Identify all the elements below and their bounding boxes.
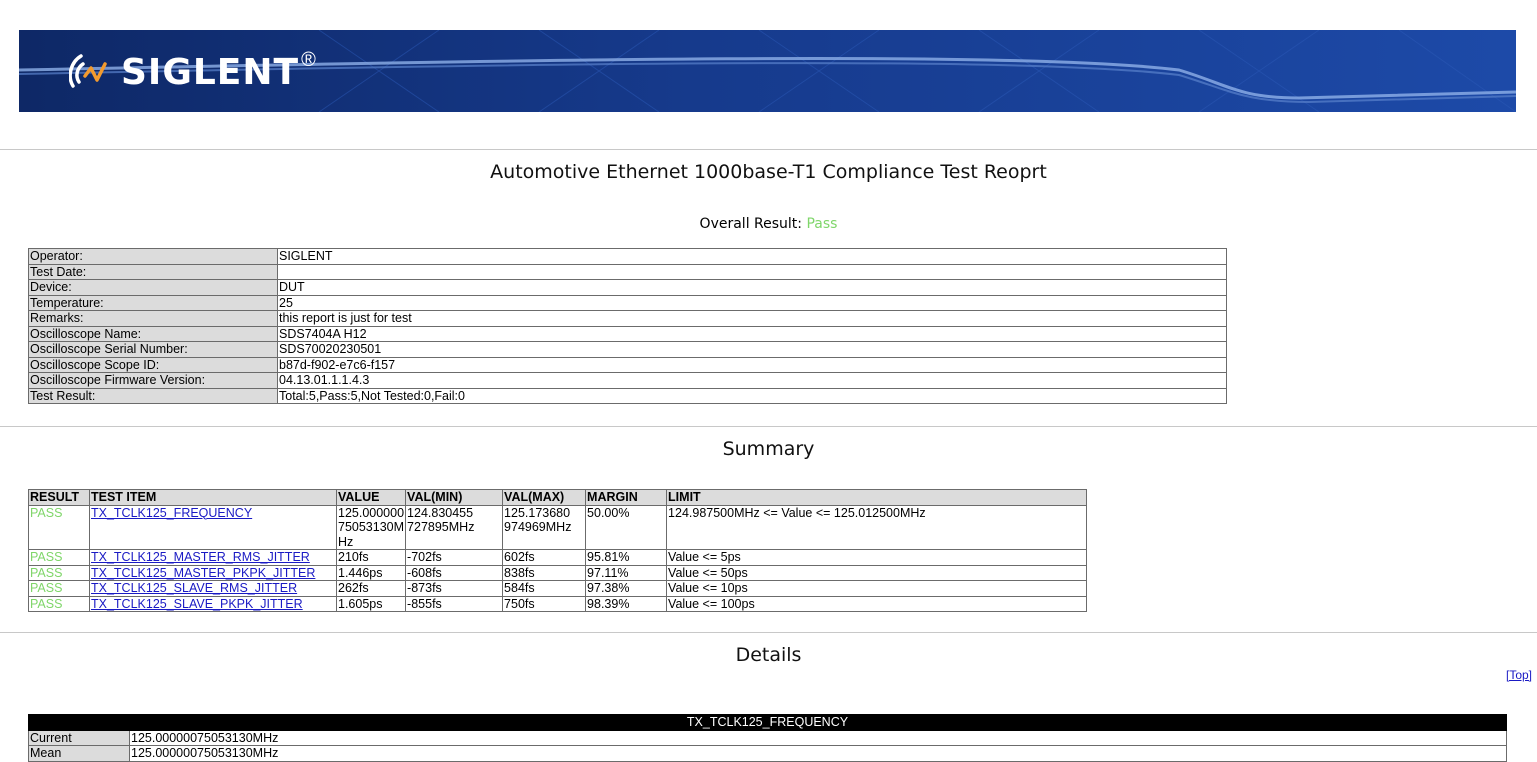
summary-row	[29, 565, 1087, 581]
report-title: Automotive Ethernet 1000base-T1 Compliance Test Reoprt	[490, 161, 1047, 183]
test-item-link[interactable]: TX_TCLK125_MASTER_PKPK_JITTER	[91, 565, 316, 580]
details-table	[28, 714, 1507, 762]
info-value: SDS7404A H12	[278, 326, 1227, 342]
details-key: Current	[29, 730, 130, 746]
summary-row	[29, 596, 1087, 612]
details-section-title: TX_TCLK125_FREQUENCY	[29, 715, 1507, 731]
info-row	[29, 295, 1227, 311]
value-cell: 1.446ps	[337, 565, 406, 581]
top-link[interactable]: [Top]	[1505, 668, 1532, 682]
test-item-link[interactable]: TX_TCLK125_MASTER_RMS_JITTER	[91, 550, 310, 564]
test-item-link[interactable]: TX_TCLK125_SLAVE_RMS_JITTER	[91, 581, 298, 595]
col-result: RESULT	[29, 490, 90, 506]
registered-mark: ®	[301, 48, 316, 71]
info-row	[29, 326, 1227, 342]
info-key: Remarks:	[29, 311, 278, 327]
test-item-cell	[90, 596, 337, 612]
limit-cell: Value <= 5ps	[667, 550, 1087, 566]
value-cell: 1.605ps	[337, 596, 406, 612]
info-key: Temperature:	[29, 295, 278, 311]
value-cell: 210fs	[337, 550, 406, 566]
details-row	[29, 746, 1507, 762]
info-key: Oscilloscope Firmware Version:	[29, 373, 278, 389]
result-cell: PASS	[29, 550, 90, 566]
summary-table	[28, 489, 1087, 612]
info-key: Oscilloscope Scope ID:	[29, 357, 278, 373]
col-val-max: VAL(MAX)	[503, 490, 586, 506]
details-key: Mean	[29, 746, 130, 762]
limit-cell: Value <= 100ps	[667, 596, 1087, 612]
val-min-cell: -702fs	[406, 550, 503, 566]
result-cell: PASS	[29, 565, 90, 581]
val-max-cell: 750fs	[503, 596, 586, 612]
info-row	[29, 373, 1227, 389]
val-max-cell: 125.173680 974969MHz	[503, 505, 586, 550]
limit-cell: Value <= 50ps	[667, 565, 1087, 581]
val-min-cell: -855fs	[406, 596, 503, 612]
overall-result-label: Overall Result:	[699, 216, 803, 232]
margin-cell: 97.38%	[586, 581, 667, 597]
brand-name: SIGLENT	[121, 51, 300, 93]
summary-heading: Summary	[722, 438, 815, 460]
siglent-wave-icon	[69, 50, 113, 94]
test-item-cell	[90, 581, 337, 597]
val-min-cell: -873fs	[406, 581, 503, 597]
col-value: VALUE	[337, 490, 406, 506]
info-value: SDS70020230501	[278, 342, 1227, 358]
info-row	[29, 342, 1227, 358]
overall-result	[0, 216, 1537, 232]
limit-cell: 124.987500MHz <= Value <= 125.012500MHz	[667, 505, 1087, 550]
val-min-cell: -608fs	[406, 565, 503, 581]
info-value: this report is just for test	[278, 311, 1227, 327]
info-key: Device:	[29, 280, 278, 296]
result-cell: PASS	[29, 596, 90, 612]
details-heading: Details	[735, 644, 802, 666]
divider	[0, 632, 1537, 633]
margin-cell: 50.00%	[586, 505, 667, 550]
details-value: 125.00000075053130MHz	[130, 746, 1507, 762]
details-row	[29, 730, 1507, 746]
info-value: 04.13.01.1.1.4.3	[278, 373, 1227, 389]
col-margin: MARGIN	[586, 490, 667, 506]
val-min-cell: 124.830455 727895MHz	[406, 505, 503, 550]
details-value: 125.00000075053130MHz	[130, 730, 1507, 746]
info-value: Total:5,Pass:5,Not Tested:0,Fail:0	[278, 388, 1227, 404]
summary-row	[29, 581, 1087, 597]
info-value: b87d-f902-e7c6-f157	[278, 357, 1227, 373]
margin-cell: 95.81%	[586, 550, 667, 566]
val-max-cell: 602fs	[503, 550, 586, 566]
val-max-cell: 584fs	[503, 581, 586, 597]
margin-cell: 98.39%	[586, 596, 667, 612]
info-key: Operator:	[29, 249, 278, 265]
siglent-logo	[69, 42, 316, 102]
info-row	[29, 280, 1227, 296]
value-cell: 125.000000 75053130M Hz	[338, 505, 405, 549]
header-banner	[19, 30, 1516, 112]
overall-result-value: Pass	[806, 216, 838, 232]
test-item-link[interactable]: TX_TCLK125_SLAVE_PKPK_JITTER	[91, 596, 303, 611]
info-key: Test Result:	[29, 388, 278, 404]
val-max-cell: 838fs	[503, 565, 586, 581]
info-row	[29, 357, 1227, 373]
test-item-cell	[90, 550, 337, 566]
info-row	[29, 388, 1227, 404]
test-item-cell	[90, 565, 337, 581]
info-key: Oscilloscope Name:	[29, 326, 278, 342]
col-test-item: TEST ITEM	[90, 490, 337, 506]
info-row	[29, 311, 1227, 327]
info-value: 25	[278, 295, 1227, 311]
col-val-min: VAL(MIN)	[406, 490, 503, 506]
info-value: SIGLENT	[278, 249, 1227, 265]
divider	[0, 149, 1537, 150]
info-value	[278, 264, 1227, 280]
limit-cell: Value <= 10ps	[667, 581, 1087, 597]
info-key: Oscilloscope Serial Number:	[29, 342, 278, 358]
margin-cell: 97.11%	[586, 565, 667, 581]
summary-row	[29, 550, 1087, 566]
divider	[0, 426, 1537, 427]
test-item-link[interactable]: TX_TCLK125_FREQUENCY	[91, 505, 253, 520]
info-key: Test Date:	[29, 264, 278, 280]
summary-header-row	[29, 490, 1087, 506]
info-value: DUT	[278, 280, 1227, 296]
summary-row	[29, 505, 1087, 550]
col-limit: LIMIT	[667, 490, 1087, 506]
result-cell: PASS	[29, 505, 90, 550]
value-cell: 262fs	[337, 581, 406, 597]
device-info-table	[28, 248, 1227, 404]
result-cell: PASS	[29, 581, 90, 597]
info-row	[29, 264, 1227, 280]
test-item-cell	[90, 505, 337, 550]
info-row	[29, 249, 1227, 265]
